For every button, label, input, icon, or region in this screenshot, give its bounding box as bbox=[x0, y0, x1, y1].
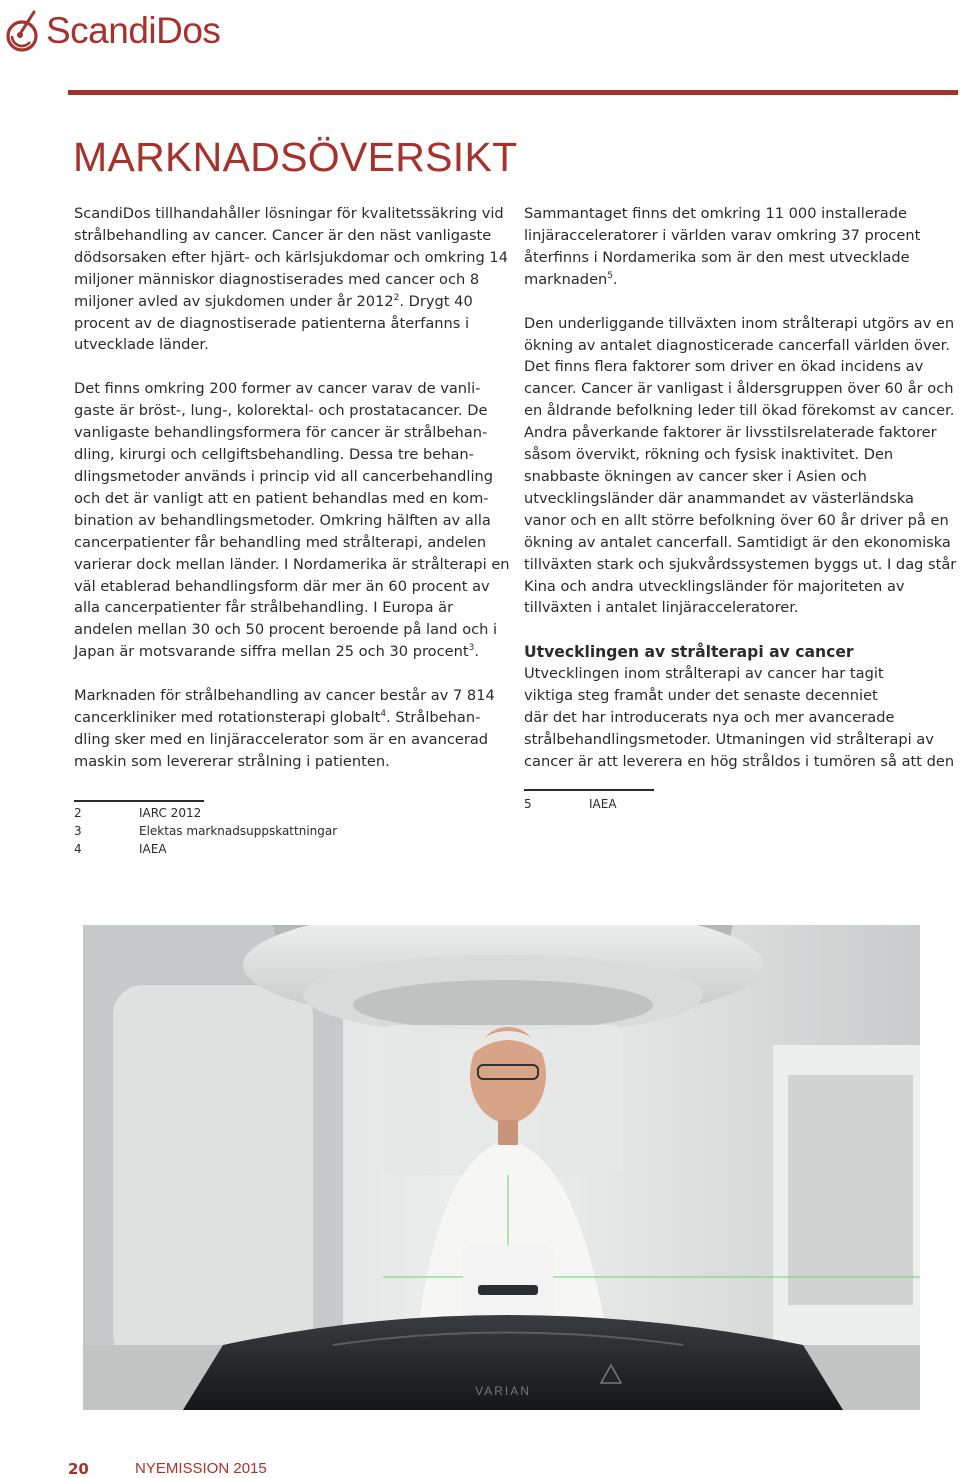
footnote-ref-3: 3 bbox=[468, 643, 475, 654]
footnote-item: 2 IARC 2012 bbox=[74, 806, 202, 820]
footnote-ref-5: 5 bbox=[607, 270, 614, 281]
footer-label: NYEMISSION 2015 bbox=[135, 1460, 267, 1477]
section-subheading: Utvecklingen av strålterapi av cancer bbox=[524, 643, 854, 662]
logo-text: ScandiDos bbox=[46, 10, 221, 51]
footnote-item: 4 IAEA bbox=[74, 842, 167, 856]
footnote-ref-2: 2 bbox=[393, 292, 400, 303]
footnote-rule-left bbox=[74, 800, 204, 802]
market-paragraph: Marknaden för strålbehandling av cancer består av 7 814 cancerkliniker med rotationsterapi globalt$^4$. Strålbehan- dling sker med en linjäraccelerator som är en avancerad maskin som levererar strålning i patienten. bbox=[74, 687, 495, 770]
footnote-item: 3 Elektas marknadsuppskattningar bbox=[74, 824, 338, 838]
footnotes-left bbox=[74, 804, 337, 858]
cancer-forms-paragraph: Det finns omkring 200 former av cancer varav de vanli- gaste är bröst-, lung-, kolorektal- och prostatacancer. De vanligaste behandlingsformera för cancer är strålbehan- dling, kirurgi och cellgiftsbehandling. Dessa tre behan- dlingsmetoder används i princip vid all cancerbehandling och det är vanligt att en patient behandlas med en kom- bination av behandlingsmetoder. Omkring hälften av alla cancerpatienter får behandling med strålterapi, andelen varierar dock mellan länder. I Nordamerika är strålterapi en väl etablerad behandlingsform där mer än 60 procent av alla cancerpatienter får strålbehandling. I Europa är andelen mellan 30 och 50 procent beroende på land och i Japan är motsvarande siffra mellan 25 och 30 procent$^3$. bbox=[74, 380, 510, 661]
development-paragraph: Utvecklingen inom strålterapi av cancer har tagit viktiga steg framåt under det senaste decenniet där det har introducerats nya och mer avancerade strålbehandlingsmetoder. Utmaningen vid strålterapi av cancer är att leverera en hög stråldos i tumören så att den bbox=[524, 665, 955, 770]
scandidos-logo-icon bbox=[4, 8, 44, 58]
footnotes-right bbox=[524, 795, 617, 813]
right-column bbox=[524, 203, 960, 795]
growth-paragraph: Den underliggande tillväxten inom strålterapi utgörs av en ökning av antalet diagnosticerade cancerfall världen över. Det finns flera faktorer som driver en ökad incidens av cancer. Cancer är vanligast i åldersgruppen över 60 år och en åldrande befolkning leder till ökad förekomst av cancer. Andra påverkande faktorer är livsstilsrelaterade faktorer såsom övervikt, rökning och fysisk inaktivitet. Den snabbaste ökningen av cancer sker i Asien och utvecklingsländer där anammandet av västerländska vanor och en allt större befolkning över 60 år driver på en ökning av antalet cancerfall. Samtidigt är den ekonomiska tillväxten stark och sjukvårdssystemen byggs ut. I dag står Kina och andra utvecklingsländer för majoriteten av tillväxten i antalet linjäracceleratorer. bbox=[524, 314, 957, 617]
page-title: MARKNADSÖVERSIKT bbox=[73, 134, 518, 180]
linac-patient-photo bbox=[83, 925, 920, 1410]
footnote-item: 5 IAEA bbox=[524, 797, 617, 811]
footnote-rule-right bbox=[524, 789, 654, 791]
header-rule bbox=[68, 90, 958, 95]
scandidos-logo bbox=[4, 8, 234, 58]
machine-brand-label: VARIAN bbox=[475, 1384, 531, 1398]
page-number: 20 bbox=[68, 1460, 89, 1478]
left-column bbox=[74, 203, 510, 795]
intro-paragraph: ScandiDos tillhandahåller lösningar för kvalitetssäkring vid strålbehandling av cancer. Cancer är den näst vanligaste dödsorsaken efter hjärt- och kärlsjukdomar och omkring 14 miljoner människor diagnostiserades med cancer och 8 miljoner avled av sjukdomen under år 2012$^2$. Drygt 40 procent av de diagnostiserade patienterna återfanns i utvecklade länder. bbox=[74, 205, 508, 354]
installed-base-paragraph: Sammantaget finns det omkring 11 000 installerade linjäracceleratorer i världen varav omkring 37 procent återfinns i Nordamerika som är den mest utvecklade marknaden$^5$. bbox=[524, 205, 921, 288]
footnote-ref-4: 4 bbox=[380, 709, 387, 720]
